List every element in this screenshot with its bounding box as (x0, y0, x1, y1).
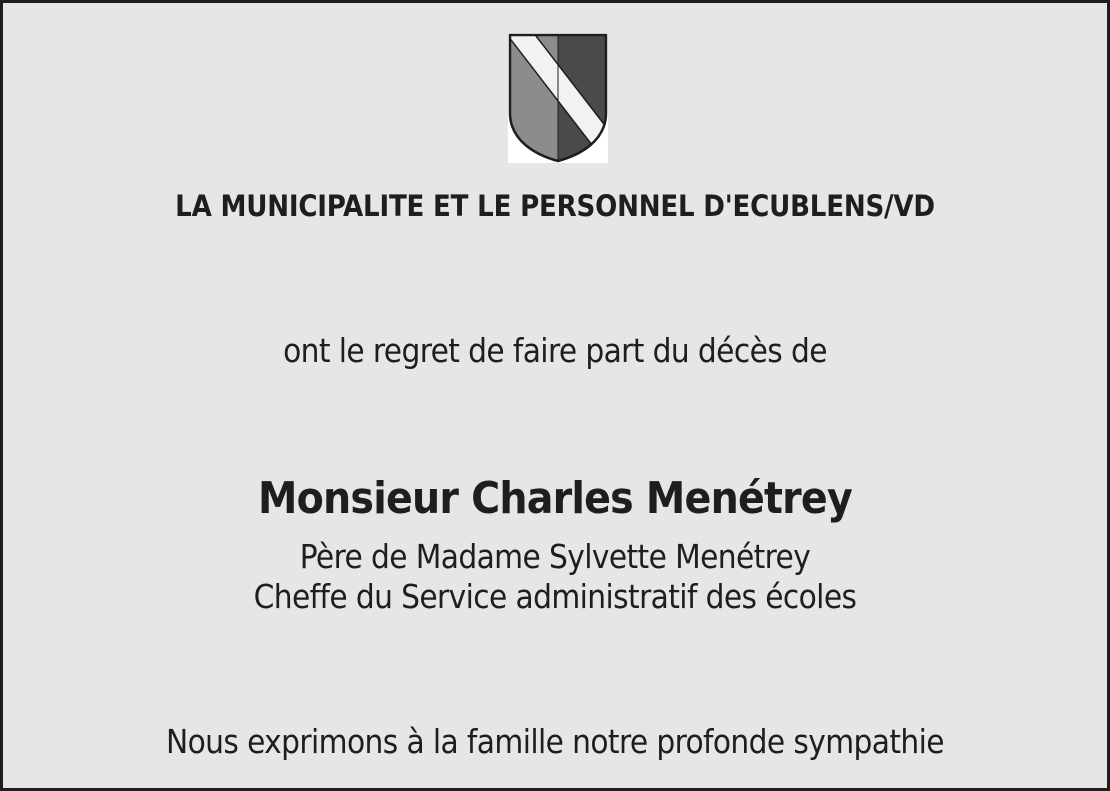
relation-line-1: Père de Madame Sylvette Menétrey (299, 537, 811, 576)
organization-heading: LA MUNICIPALITE ET LE PERSONNEL D'ECUBLENS/VD (175, 189, 935, 223)
relation-line-2: Cheffe du Service administratif des écoles (253, 577, 857, 616)
coat-of-arms-icon (508, 33, 608, 163)
deceased-name: Monsieur Charles Menétrey (258, 473, 852, 524)
intro-text: ont le regret de faire part du décès de (283, 331, 827, 370)
closing-text: Nous exprimons à la famille notre profonde sympathie (166, 722, 944, 761)
